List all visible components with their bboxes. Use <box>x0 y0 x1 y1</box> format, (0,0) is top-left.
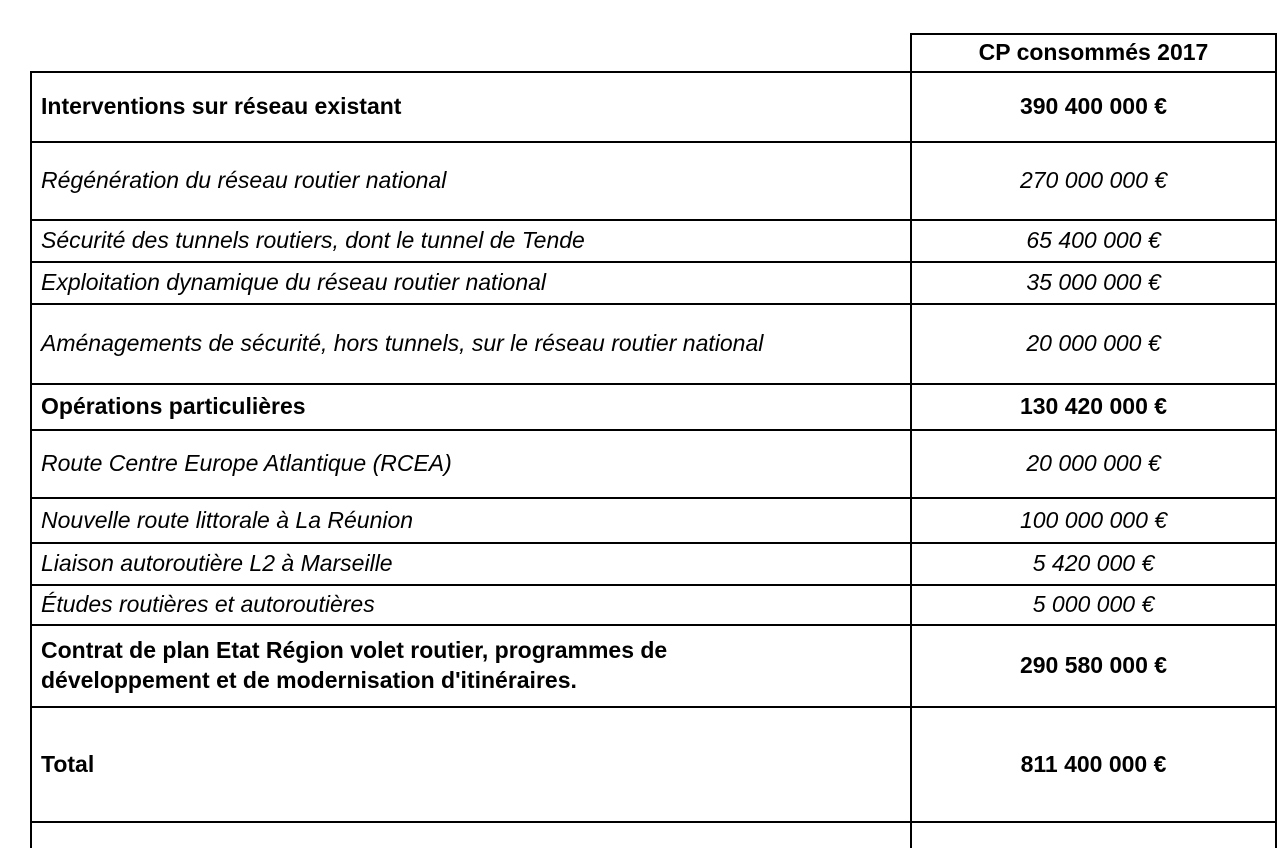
table-row-total <box>31 707 1276 822</box>
column-header-cp-consommes: CP consommés 2017 <box>911 34 1276 72</box>
table-row <box>31 72 1276 142</box>
row-label: Nouvelle route littorale à La Réunion <box>31 498 911 543</box>
partial-empty-cell <box>31 822 911 848</box>
table-row <box>31 142 1276 220</box>
table-row <box>31 430 1276 498</box>
table-row <box>31 498 1276 543</box>
row-value: 5 420 000 € <box>911 543 1276 585</box>
row-label: Sécurité des tunnels routiers, dont le tunnel de Tende <box>31 220 911 262</box>
table-row <box>31 585 1276 625</box>
row-value: 270 000 000 € <box>911 142 1276 220</box>
table-row <box>31 262 1276 304</box>
row-label: Liaison autoroutière L2 à Marseille <box>31 543 911 585</box>
row-label: Aménagements de sécurité, hors tunnels, sur le réseau routier national <box>31 304 911 384</box>
row-label: Interventions sur réseau existant <box>31 72 911 142</box>
budget-table <box>30 33 1277 848</box>
row-label-text: Contrat de plan Etat Région volet routier, programmes de développement et de modernisation d'itinéraires. <box>41 637 668 693</box>
partial-empty-cell <box>911 822 1276 848</box>
row-label: Régénération du réseau routier national <box>31 142 911 220</box>
table-header-row <box>31 34 1276 72</box>
row-value: 5 000 000 € <box>911 585 1276 625</box>
row-value: 290 580 000 € <box>911 625 1276 707</box>
row-value: 65 400 000 € <box>911 220 1276 262</box>
row-value: 100 000 000 € <box>911 498 1276 543</box>
table-row-partial <box>31 822 1276 848</box>
row-label: Route Centre Europe Atlantique (RCEA) <box>31 430 911 498</box>
row-label: Exploitation dynamique du réseau routier national <box>31 262 911 304</box>
row-value: 20 000 000 € <box>911 430 1276 498</box>
table-row <box>31 384 1276 430</box>
total-value: 811 400 000 € <box>911 707 1276 822</box>
row-value: 390 400 000 € <box>911 72 1276 142</box>
total-label: Total <box>31 707 911 822</box>
table-row <box>31 304 1276 384</box>
row-value: 20 000 000 € <box>911 304 1276 384</box>
row-label: Études routières et autoroutières <box>31 585 911 625</box>
header-blank-cell <box>31 34 911 72</box>
table-row <box>31 543 1276 585</box>
row-label: Opérations particulières <box>31 384 911 430</box>
row-value: 130 420 000 € <box>911 384 1276 430</box>
table-row <box>31 625 1276 707</box>
table-row <box>31 220 1276 262</box>
row-value: 35 000 000 € <box>911 262 1276 304</box>
row-label <box>31 625 911 707</box>
